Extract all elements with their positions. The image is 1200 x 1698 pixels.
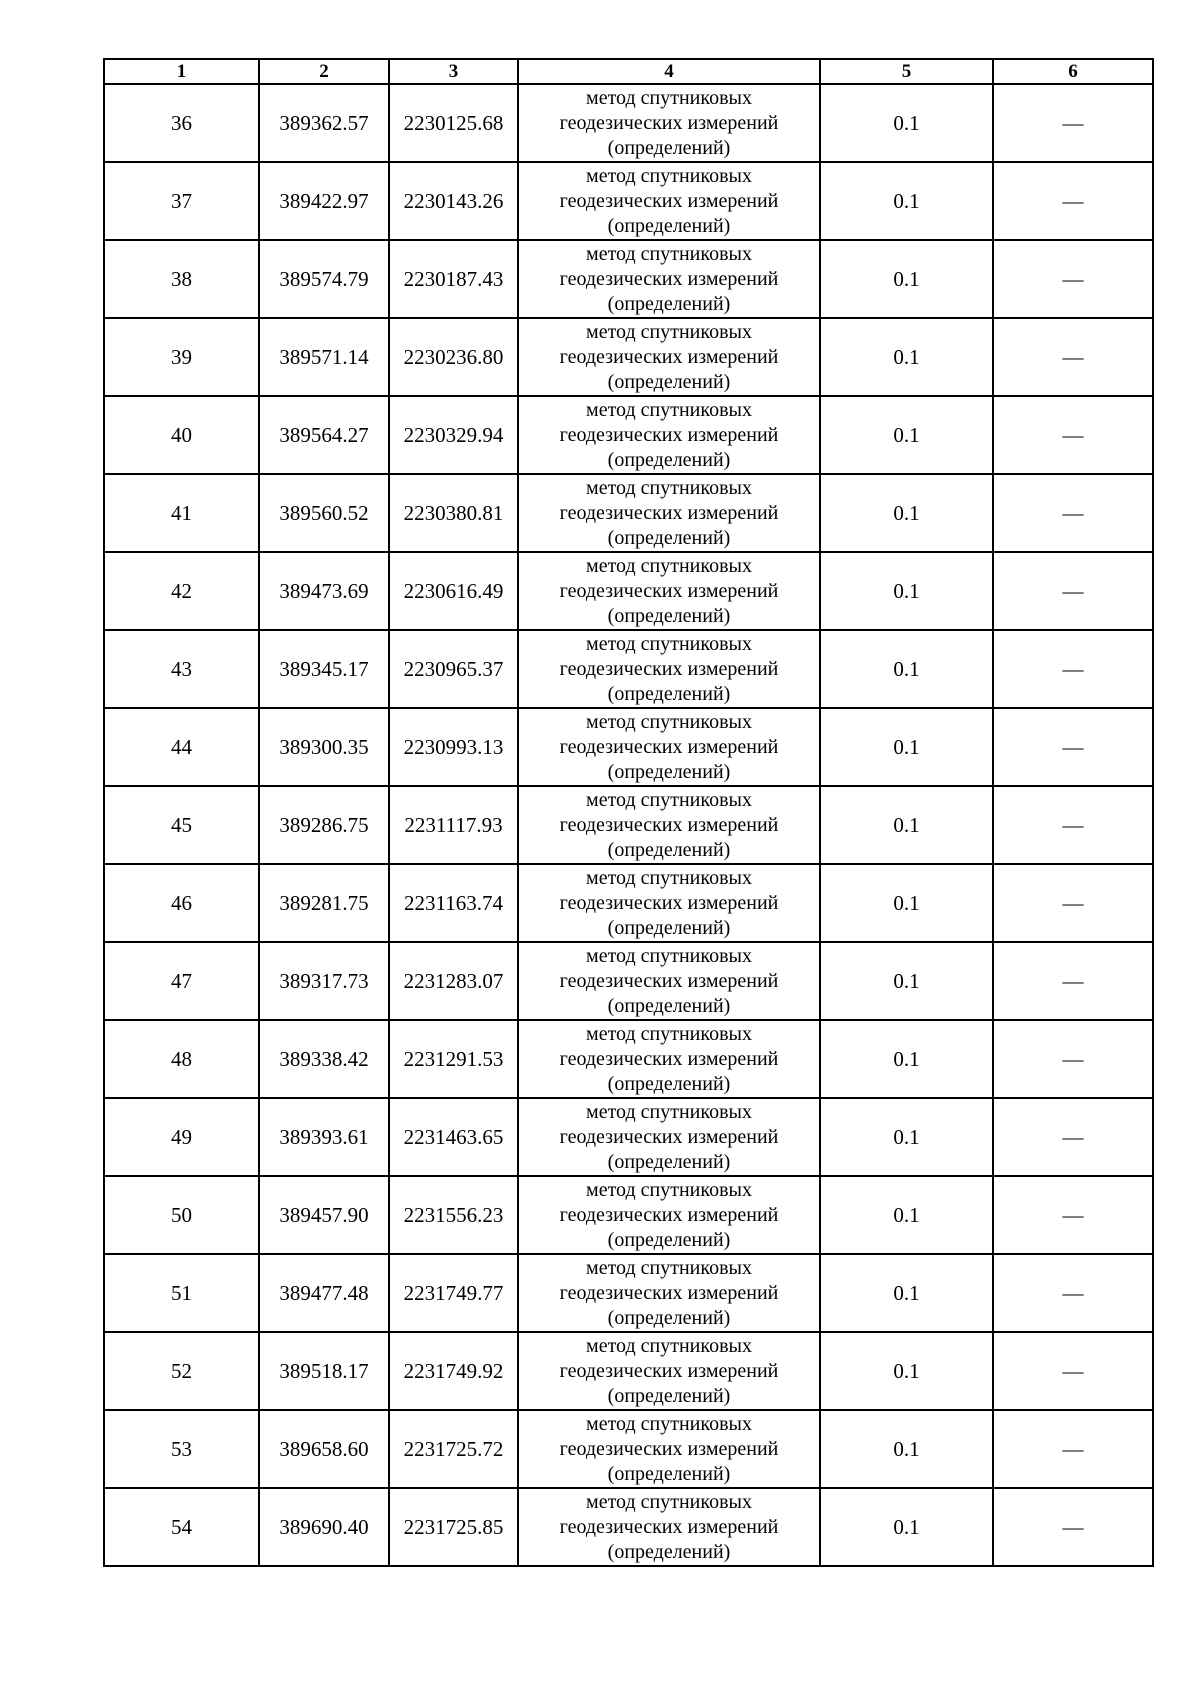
- point-number-cell: 44: [104, 708, 259, 786]
- coordinate-y-cell: 2230125.68: [389, 84, 518, 162]
- table-row: [104, 864, 1153, 942]
- method-line: геодезических измерений: [559, 1359, 779, 1382]
- point-number-cell: 53: [104, 1410, 259, 1488]
- table-row: [104, 786, 1153, 864]
- coordinate-x-cell: 389362.57: [259, 84, 389, 162]
- point-number-cell: 46: [104, 864, 259, 942]
- method-line: геодезических измерений: [559, 891, 779, 914]
- coordinate-y-cell: 2231725.72: [389, 1410, 518, 1488]
- method-line: геодезических измерений: [559, 1515, 779, 1538]
- table-row: [104, 1254, 1153, 1332]
- coordinate-y-cell: 2230965.37: [389, 630, 518, 708]
- coordinate-y-cell: 2230993.13: [389, 708, 518, 786]
- point-number-cell: 42: [104, 552, 259, 630]
- method-cell: [518, 474, 820, 552]
- table-body: [104, 84, 1153, 1566]
- note-cell: —: [993, 1176, 1153, 1254]
- method-line: метод спутниковых: [586, 1490, 752, 1513]
- point-number-cell: 51: [104, 1254, 259, 1332]
- method-line: метод спутниковых: [586, 1256, 752, 1279]
- coordinate-x-cell: 389574.79: [259, 240, 389, 318]
- table-row: [104, 1410, 1153, 1488]
- coordinate-y-cell: 2231556.23: [389, 1176, 518, 1254]
- table-row: [104, 1488, 1153, 1566]
- point-number-cell: 52: [104, 1332, 259, 1410]
- method-cell: [518, 942, 820, 1020]
- method-cell: [518, 1410, 820, 1488]
- note-cell: —: [993, 708, 1153, 786]
- method-line: метод спутниковых: [586, 866, 752, 889]
- accuracy-cell: 0.1: [820, 630, 993, 708]
- column-header-1: 1: [104, 59, 259, 84]
- column-header-5: 5: [820, 59, 993, 84]
- method-line: (определений): [607, 1306, 731, 1329]
- method-line: геодезических измерений: [559, 813, 779, 836]
- note-cell: —: [993, 864, 1153, 942]
- table-row: [104, 1098, 1153, 1176]
- coordinate-x-cell: 389300.35: [259, 708, 389, 786]
- method-line: метод спутниковых: [586, 242, 752, 265]
- method-cell: [518, 1332, 820, 1410]
- method-cell: [518, 84, 820, 162]
- method-line: геодезических измерений: [559, 969, 779, 992]
- note-cell: —: [993, 1254, 1153, 1332]
- table-row: [104, 1020, 1153, 1098]
- method-line: метод спутниковых: [586, 1412, 752, 1435]
- point-number-cell: 49: [104, 1098, 259, 1176]
- accuracy-cell: 0.1: [820, 864, 993, 942]
- accuracy-cell: 0.1: [820, 1332, 993, 1410]
- accuracy-cell: 0.1: [820, 1020, 993, 1098]
- method-line: метод спутниковых: [586, 788, 752, 811]
- method-line: (определений): [607, 136, 731, 159]
- table-row: [104, 552, 1153, 630]
- method-line: геодезических измерений: [559, 1203, 779, 1226]
- method-line: геодезических измерений: [559, 735, 779, 758]
- method-line: (определений): [607, 1540, 731, 1563]
- accuracy-cell: 0.1: [820, 162, 993, 240]
- coordinate-x-cell: 389518.17: [259, 1332, 389, 1410]
- method-line: геодезических измерений: [559, 111, 779, 134]
- coordinate-x-cell: 389571.14: [259, 318, 389, 396]
- method-line: (определений): [607, 1384, 731, 1407]
- method-line: геодезических измерений: [559, 1125, 779, 1148]
- method-line: (определений): [607, 214, 731, 237]
- accuracy-cell: 0.1: [820, 1098, 993, 1176]
- accuracy-cell: 0.1: [820, 474, 993, 552]
- accuracy-cell: 0.1: [820, 1176, 993, 1254]
- accuracy-cell: 0.1: [820, 1410, 993, 1488]
- method-line: (определений): [607, 760, 731, 783]
- table-row: [104, 318, 1153, 396]
- method-line: геодезических измерений: [559, 657, 779, 680]
- method-line: (определений): [607, 916, 731, 939]
- coordinates-table-container: [103, 58, 1152, 1567]
- note-cell: —: [993, 318, 1153, 396]
- note-cell: —: [993, 1410, 1153, 1488]
- method-line: метод спутниковых: [586, 1178, 752, 1201]
- coordinates-table: [103, 58, 1154, 1567]
- method-cell: [518, 318, 820, 396]
- method-line: метод спутниковых: [586, 710, 752, 733]
- table-row: [104, 1332, 1153, 1410]
- table-row: [104, 474, 1153, 552]
- accuracy-cell: 0.1: [820, 1254, 993, 1332]
- point-number-cell: 36: [104, 84, 259, 162]
- point-number-cell: 48: [104, 1020, 259, 1098]
- method-line: геодезических измерений: [559, 345, 779, 368]
- point-number-cell: 40: [104, 396, 259, 474]
- coordinate-y-cell: 2231749.77: [389, 1254, 518, 1332]
- method-line: метод спутниковых: [586, 944, 752, 967]
- table-row: [104, 942, 1153, 1020]
- point-number-cell: 54: [104, 1488, 259, 1566]
- method-line: геодезических измерений: [559, 1437, 779, 1460]
- point-number-cell: 39: [104, 318, 259, 396]
- accuracy-cell: 0.1: [820, 552, 993, 630]
- point-number-cell: 41: [104, 474, 259, 552]
- method-cell: [518, 630, 820, 708]
- method-line: метод спутниковых: [586, 554, 752, 577]
- method-line: метод спутниковых: [586, 86, 752, 109]
- coordinate-y-cell: 2231749.92: [389, 1332, 518, 1410]
- coordinate-y-cell: 2230380.81: [389, 474, 518, 552]
- method-cell: [518, 708, 820, 786]
- accuracy-cell: 0.1: [820, 396, 993, 474]
- method-line: геодезических измерений: [559, 1281, 779, 1304]
- coordinate-y-cell: 2231725.85: [389, 1488, 518, 1566]
- coordinate-x-cell: 389457.90: [259, 1176, 389, 1254]
- coordinate-x-cell: 389286.75: [259, 786, 389, 864]
- note-cell: —: [993, 942, 1153, 1020]
- method-line: (определений): [607, 1150, 731, 1173]
- method-cell: [518, 864, 820, 942]
- accuracy-cell: 0.1: [820, 318, 993, 396]
- method-line: (определений): [607, 1228, 731, 1251]
- method-line: метод спутниковых: [586, 1100, 752, 1123]
- method-cell: [518, 162, 820, 240]
- note-cell: —: [993, 396, 1153, 474]
- column-header-6: 6: [993, 59, 1153, 84]
- method-line: метод спутниковых: [586, 398, 752, 421]
- method-line: (определений): [607, 370, 731, 393]
- method-line: (определений): [607, 526, 731, 549]
- coordinate-x-cell: 389281.75: [259, 864, 389, 942]
- method-line: метод спутниковых: [586, 320, 752, 343]
- note-cell: —: [993, 240, 1153, 318]
- method-line: метод спутниковых: [586, 632, 752, 655]
- method-line: метод спутниковых: [586, 1334, 752, 1357]
- method-line: метод спутниковых: [586, 164, 752, 187]
- coordinate-y-cell: 2230616.49: [389, 552, 518, 630]
- method-cell: [518, 1176, 820, 1254]
- note-cell: —: [993, 1020, 1153, 1098]
- method-line: геодезических измерений: [559, 189, 779, 212]
- accuracy-cell: 0.1: [820, 786, 993, 864]
- point-number-cell: 47: [104, 942, 259, 1020]
- method-line: метод спутниковых: [586, 476, 752, 499]
- table-row: [104, 396, 1153, 474]
- accuracy-cell: 0.1: [820, 84, 993, 162]
- method-cell: [518, 552, 820, 630]
- table-row: [104, 630, 1153, 708]
- accuracy-cell: 0.1: [820, 942, 993, 1020]
- method-cell: [518, 1254, 820, 1332]
- coordinate-x-cell: 389560.52: [259, 474, 389, 552]
- method-cell: [518, 396, 820, 474]
- method-line: геодезических измерений: [559, 579, 779, 602]
- accuracy-cell: 0.1: [820, 1488, 993, 1566]
- coordinate-y-cell: 2231283.07: [389, 942, 518, 1020]
- coordinate-y-cell: 2231463.65: [389, 1098, 518, 1176]
- method-cell: [518, 1020, 820, 1098]
- coordinate-y-cell: 2231291.53: [389, 1020, 518, 1098]
- coordinate-y-cell: 2230236.80: [389, 318, 518, 396]
- point-number-cell: 50: [104, 1176, 259, 1254]
- coordinate-x-cell: 389317.73: [259, 942, 389, 1020]
- column-header-4: 4: [518, 59, 820, 84]
- method-line: геодезических измерений: [559, 501, 779, 524]
- method-line: (определений): [607, 448, 731, 471]
- method-line: (определений): [607, 1072, 731, 1095]
- note-cell: —: [993, 162, 1153, 240]
- method-cell: [518, 1098, 820, 1176]
- table-row: [104, 1176, 1153, 1254]
- coordinate-y-cell: 2230187.43: [389, 240, 518, 318]
- coordinate-x-cell: 389477.48: [259, 1254, 389, 1332]
- coordinate-x-cell: 389393.61: [259, 1098, 389, 1176]
- coordinate-x-cell: 389338.42: [259, 1020, 389, 1098]
- method-line: геодезических измерений: [559, 423, 779, 446]
- coordinate-x-cell: 389473.69: [259, 552, 389, 630]
- method-cell: [518, 240, 820, 318]
- accuracy-cell: 0.1: [820, 708, 993, 786]
- note-cell: —: [993, 786, 1153, 864]
- column-header-2: 2: [259, 59, 389, 84]
- coordinate-y-cell: 2231117.93: [389, 786, 518, 864]
- table-row: [104, 162, 1153, 240]
- coordinate-x-cell: 389690.40: [259, 1488, 389, 1566]
- coordinate-y-cell: 2230143.26: [389, 162, 518, 240]
- method-line: геодезических измерений: [559, 1047, 779, 1070]
- point-number-cell: 38: [104, 240, 259, 318]
- note-cell: —: [993, 84, 1153, 162]
- note-cell: —: [993, 474, 1153, 552]
- coordinate-x-cell: 389658.60: [259, 1410, 389, 1488]
- table-row: [104, 84, 1153, 162]
- note-cell: —: [993, 552, 1153, 630]
- method-line: (определений): [607, 292, 731, 315]
- method-line: (определений): [607, 604, 731, 627]
- coordinate-x-cell: 389422.97: [259, 162, 389, 240]
- coordinate-y-cell: 2230329.94: [389, 396, 518, 474]
- note-cell: —: [993, 1098, 1153, 1176]
- point-number-cell: 43: [104, 630, 259, 708]
- point-number-cell: 45: [104, 786, 259, 864]
- column-header-3: 3: [389, 59, 518, 84]
- table-row: [104, 240, 1153, 318]
- coordinate-y-cell: 2231163.74: [389, 864, 518, 942]
- method-cell: [518, 1488, 820, 1566]
- method-cell: [518, 786, 820, 864]
- coordinate-x-cell: 389564.27: [259, 396, 389, 474]
- accuracy-cell: 0.1: [820, 240, 993, 318]
- method-line: метод спутниковых: [586, 1022, 752, 1045]
- method-line: (определений): [607, 682, 731, 705]
- header-row: [104, 59, 1153, 84]
- method-line: (определений): [607, 994, 731, 1017]
- note-cell: —: [993, 630, 1153, 708]
- note-cell: —: [993, 1332, 1153, 1410]
- coordinate-x-cell: 389345.17: [259, 630, 389, 708]
- point-number-cell: 37: [104, 162, 259, 240]
- method-line: (определений): [607, 838, 731, 861]
- table-row: [104, 708, 1153, 786]
- method-line: геодезических измерений: [559, 267, 779, 290]
- note-cell: —: [993, 1488, 1153, 1566]
- method-line: (определений): [607, 1462, 731, 1485]
